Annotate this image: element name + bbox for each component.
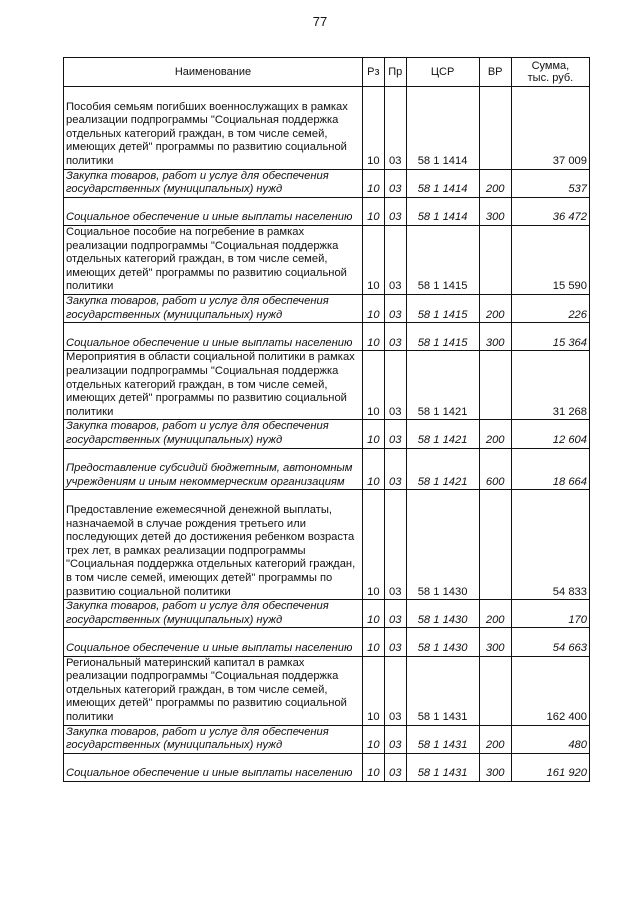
header-sum (511, 58, 589, 87)
row-csr: 58 1 1431 (406, 656, 479, 725)
table-row (64, 169, 590, 197)
row-vr (479, 87, 511, 170)
table-row (64, 656, 590, 725)
row-rz: 10 (362, 294, 384, 322)
row-vr: 300 (479, 628, 511, 656)
row-pr: 03 (384, 656, 406, 725)
row-pr: 03 (384, 197, 406, 225)
row-name: Пособия семьям погибших военнослужащих в рамках реализации подпрограммы "Социальная поддержка отдельных категорий граждан, в том числе семей, имеющих детей" программы по развитию социальной политики (64, 87, 363, 170)
row-csr: 58 1 1415 (406, 225, 479, 294)
row-pr: 03 (384, 169, 406, 197)
row-sum: 226 (511, 294, 589, 322)
row-rz: 10 (362, 628, 384, 656)
row-name: Закупка товаров, работ и услуг для обеспечения государственных (муниципальных) нужд (64, 420, 363, 448)
row-sum: 537 (511, 169, 589, 197)
row-vr: 300 (479, 753, 511, 781)
row-pr: 03 (384, 753, 406, 781)
row-rz: 10 (362, 656, 384, 725)
row-sum: 15 590 (511, 225, 589, 294)
row-rz: 10 (362, 448, 384, 490)
row-pr: 03 (384, 725, 406, 753)
header-rz: Рз (362, 58, 384, 87)
table-row (64, 420, 590, 448)
header-pr: Пр (384, 58, 406, 87)
row-vr: 200 (479, 169, 511, 197)
row-rz: 10 (362, 351, 384, 420)
row-pr: 03 (384, 420, 406, 448)
row-sum: 37 009 (511, 87, 589, 170)
row-csr: 58 1 1414 (406, 87, 479, 170)
row-rz: 10 (362, 197, 384, 225)
row-rz: 10 (362, 87, 384, 170)
table-row (64, 753, 590, 781)
table-row (64, 197, 590, 225)
row-vr (479, 490, 511, 600)
row-csr: 58 1 1430 (406, 628, 479, 656)
row-sum: 161 920 (511, 753, 589, 781)
row-csr: 58 1 1421 (406, 448, 479, 490)
row-name: Закупка товаров, работ и услуг для обеспечения государственных (муниципальных) нужд (64, 294, 363, 322)
row-vr: 200 (479, 294, 511, 322)
table-row (64, 600, 590, 628)
table-row (64, 351, 590, 420)
row-vr (479, 225, 511, 294)
row-rz: 10 (362, 490, 384, 600)
row-csr: 58 1 1430 (406, 600, 479, 628)
row-name: Закупка товаров, работ и услуг для обеспечения государственных (муниципальных) нужд (64, 169, 363, 197)
row-sum: 162 400 (511, 656, 589, 725)
row-pr: 03 (384, 490, 406, 600)
row-name: Региональный материнский капитал в рамках реализации подпрограммы "Социальная поддержка отдельных категорий граждан, в том числе семей, имеющих детей" программы по развитию социальной политики (64, 656, 363, 725)
header-sum-line1: Сумма, (531, 60, 570, 72)
row-sum: 170 (511, 600, 589, 628)
table-row (64, 225, 590, 294)
row-vr: 200 (479, 725, 511, 753)
row-name: Социальное обеспечение и иные выплаты населению (64, 628, 363, 656)
row-name: Предоставление субсидий бюджетным, автономным учреждениям и иным некоммерческим организациям (64, 448, 363, 490)
row-rz: 10 (362, 323, 384, 351)
row-sum: 54 663 (511, 628, 589, 656)
row-name: Социальное пособие на погребение в рамках реализации подпрограммы "Социальная поддержка отдельных категорий граждан, в том числе семей, имеющих детей" программы по развитию социальной политики (64, 225, 363, 294)
row-name: Социальное обеспечение и иные выплаты населению (64, 197, 363, 225)
row-pr: 03 (384, 225, 406, 294)
row-rz: 10 (362, 600, 384, 628)
table-row (64, 628, 590, 656)
row-rz: 10 (362, 169, 384, 197)
table-row (64, 448, 590, 490)
row-sum: 15 364 (511, 323, 589, 351)
row-sum: 36 472 (511, 197, 589, 225)
row-vr: 200 (479, 600, 511, 628)
row-pr: 03 (384, 323, 406, 351)
row-name: Социальное обеспечение и иные выплаты населению (64, 753, 363, 781)
row-name: Закупка товаров, работ и услуг для обеспечения государственных (муниципальных) нужд (64, 600, 363, 628)
header-sum-line2: тыс. руб. (527, 72, 574, 84)
row-vr: 600 (479, 448, 511, 490)
table-row (64, 490, 590, 600)
row-csr: 58 1 1431 (406, 753, 479, 781)
page-number: 77 (312, 14, 328, 29)
row-name: Социальное обеспечение и иные выплаты населению (64, 323, 363, 351)
row-csr: 58 1 1430 (406, 490, 479, 600)
budget-table (63, 57, 590, 782)
row-rz: 10 (362, 725, 384, 753)
row-pr: 03 (384, 600, 406, 628)
table-header-row (64, 58, 590, 87)
row-vr: 300 (479, 323, 511, 351)
row-pr: 03 (384, 294, 406, 322)
row-pr: 03 (384, 87, 406, 170)
row-sum: 12 604 (511, 420, 589, 448)
row-sum: 480 (511, 725, 589, 753)
row-rz: 10 (362, 753, 384, 781)
header-vr: ВР (479, 58, 511, 87)
row-vr (479, 351, 511, 420)
table-row (64, 87, 590, 170)
row-sum: 31 268 (511, 351, 589, 420)
row-name: Закупка товаров, работ и услуг для обеспечения государственных (муниципальных) нужд (64, 725, 363, 753)
table-row (64, 725, 590, 753)
row-csr: 58 1 1415 (406, 323, 479, 351)
row-name: Мероприятия в области социальной политики в рамках реализации подпрограммы "Социальная поддержка отдельных категорий граждан, в том числе семей, имеющих детей" программы по развитию социальной политики (64, 351, 363, 420)
row-csr: 58 1 1421 (406, 420, 479, 448)
row-pr: 03 (384, 448, 406, 490)
row-rz: 10 (362, 420, 384, 448)
row-sum: 18 664 (511, 448, 589, 490)
row-vr: 200 (479, 420, 511, 448)
header-csr: ЦСР (406, 58, 479, 87)
row-name: Предоставление ежемесячной денежной выплаты, назначаемой в случае рождения третьего или последующих детей до достижения ребенком возраста трех лет, в рамках реализации подпрограммы "Социальная поддержка отдельных категорий граждан, в том числе семей, имеющих детей" программы по развитию социальной политики (64, 490, 363, 600)
row-pr: 03 (384, 628, 406, 656)
row-csr: 58 1 1421 (406, 351, 479, 420)
table-row (64, 323, 590, 351)
row-csr: 58 1 1431 (406, 725, 479, 753)
row-rz: 10 (362, 225, 384, 294)
row-sum: 54 833 (511, 490, 589, 600)
row-pr: 03 (384, 351, 406, 420)
table-row (64, 294, 590, 322)
header-name: Наименование (64, 58, 363, 87)
row-csr: 58 1 1415 (406, 294, 479, 322)
row-csr: 58 1 1414 (406, 197, 479, 225)
row-vr (479, 656, 511, 725)
row-vr: 300 (479, 197, 511, 225)
row-csr: 58 1 1414 (406, 169, 479, 197)
